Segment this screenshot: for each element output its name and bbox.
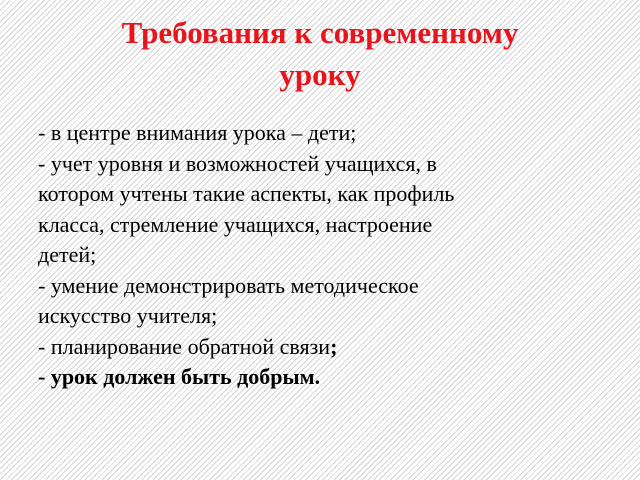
requirements-list xyxy=(38,118,618,393)
title-line-1: Требования к современному xyxy=(121,15,519,50)
list-line: - в центре внимания урока – дети; xyxy=(38,120,357,145)
list-line: - учет уровня и возможностей учащихся, в xyxy=(38,150,437,176)
list-line: - умение демонстрировать методическое xyxy=(38,272,419,298)
feedback-semicolon: ; xyxy=(330,333,338,359)
title-line-2: уроку xyxy=(279,57,361,92)
list-line: детей; xyxy=(38,242,97,267)
list-line: котором учтены такие аспекты, как профиль xyxy=(38,181,455,206)
slide-title xyxy=(0,12,640,96)
list-line: искусство учителя; xyxy=(38,303,218,328)
list-line: класса, стремление учащихся, настроение xyxy=(38,211,433,237)
list-line-kind-lesson: - урок должен быть добрым. xyxy=(38,364,321,389)
feedback-text: - планирование обратной связи xyxy=(38,333,331,359)
list-line-feedback xyxy=(38,332,618,363)
